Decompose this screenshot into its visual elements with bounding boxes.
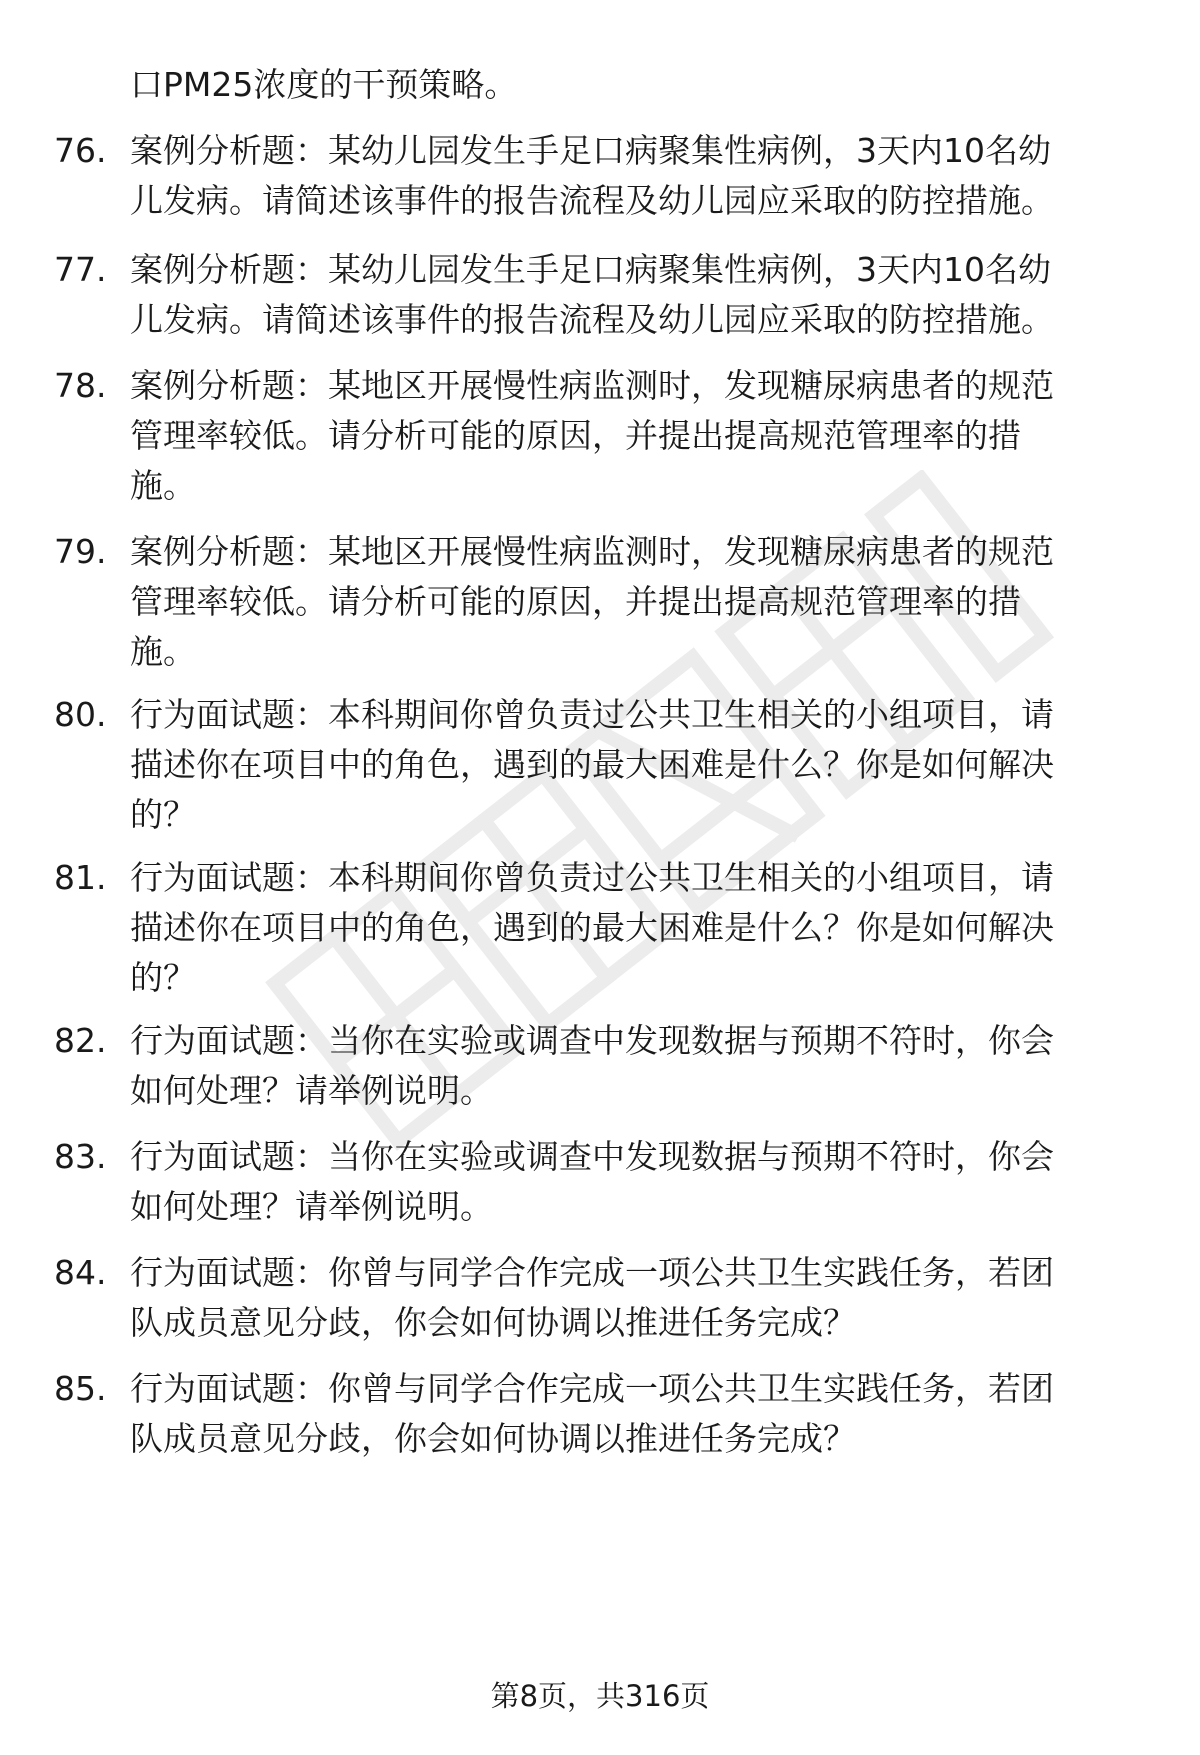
question-line: 的？ xyxy=(130,958,196,997)
question-number: 77. xyxy=(54,250,107,289)
question-line: 描述你在项目中的角色，遇到的最大困难是什么？你是如何解决 xyxy=(130,745,1054,784)
question-text xyxy=(130,527,1140,677)
question-line: 案例分析题：某地区开展慢性病监测时，发现糖尿病患者的规范 xyxy=(130,532,1054,571)
question-line: 案例分析题：某幼儿园发生手足口病聚集性病例，3天内10名幼 xyxy=(130,250,1051,289)
question-line: 施。 xyxy=(130,632,196,671)
question-number: 83. xyxy=(54,1137,107,1176)
question-text xyxy=(130,361,1140,511)
question-line: 案例分析题：某幼儿园发生手足口病聚集性病例，3天内10名幼 xyxy=(130,131,1051,170)
question-line: 如何处理？请举例说明。 xyxy=(130,1187,493,1226)
question-line: 施。 xyxy=(130,466,196,505)
question-line: 行为面试题：你曾与同学合作完成一项公共卫生实践任务，若团 xyxy=(130,1369,1054,1408)
question-text xyxy=(130,1132,1140,1232)
question-line: 管理率较低。请分析可能的原因，并提出提高规范管理率的措 xyxy=(130,416,1021,455)
question-line: 队成员意见分歧，你会如何协调以推进任务完成？ xyxy=(130,1419,856,1458)
question-text xyxy=(130,1016,1140,1116)
question-text xyxy=(130,853,1140,1003)
question-line: 管理率较低。请分析可能的原因，并提出提高规范管理率的措 xyxy=(130,582,1021,621)
question-text xyxy=(130,245,1140,345)
question-line: 如何处理？请举例说明。 xyxy=(130,1071,493,1110)
question-number: 76. xyxy=(54,131,107,170)
question-text xyxy=(130,126,1140,226)
question-line: 儿发病。请简述该事件的报告流程及幼儿园应采取的防控措施。 xyxy=(130,300,1054,339)
continuation-text: 口PM25浓度的干预策略。 xyxy=(130,65,518,104)
question-text xyxy=(130,1248,1140,1348)
question-line: 描述你在项目中的角色，遇到的最大困难是什么？你是如何解决 xyxy=(130,908,1054,947)
question-number: 78. xyxy=(54,366,107,405)
question-line: 案例分析题：某地区开展慢性病监测时，发现糖尿病患者的规范 xyxy=(130,366,1054,405)
question-number: 79. xyxy=(54,532,107,571)
question-number: 81. xyxy=(54,858,107,897)
question-line: 行为面试题：当你在实验或调查中发现数据与预期不符时，你会 xyxy=(130,1137,1054,1176)
question-line: 行为面试题：你曾与同学合作完成一项公共卫生实践任务，若团 xyxy=(130,1253,1054,1292)
question-line: 行为面试题：本科期间你曾负责过公共卫生相关的小组项目，请 xyxy=(130,695,1054,734)
question-line: 的？ xyxy=(130,795,196,834)
question-line: 行为面试题：本科期间你曾负责过公共卫生相关的小组项目，请 xyxy=(130,858,1054,897)
question-number: 84. xyxy=(54,1253,107,1292)
question-number: 82. xyxy=(54,1021,107,1060)
question-number: 85. xyxy=(54,1369,107,1408)
page-footer: 第8页，共316页 xyxy=(490,1679,710,1713)
question-text xyxy=(130,690,1140,840)
question-line: 队成员意见分歧，你会如何协调以推进任务完成？ xyxy=(130,1303,856,1342)
question-line: 儿发病。请简述该事件的报告流程及幼儿园应采取的防控措施。 xyxy=(130,181,1054,220)
question-line: 行为面试题：当你在实验或调查中发现数据与预期不符时，你会 xyxy=(130,1021,1054,1060)
question-number: 80. xyxy=(54,695,107,734)
question-text xyxy=(130,1364,1140,1464)
